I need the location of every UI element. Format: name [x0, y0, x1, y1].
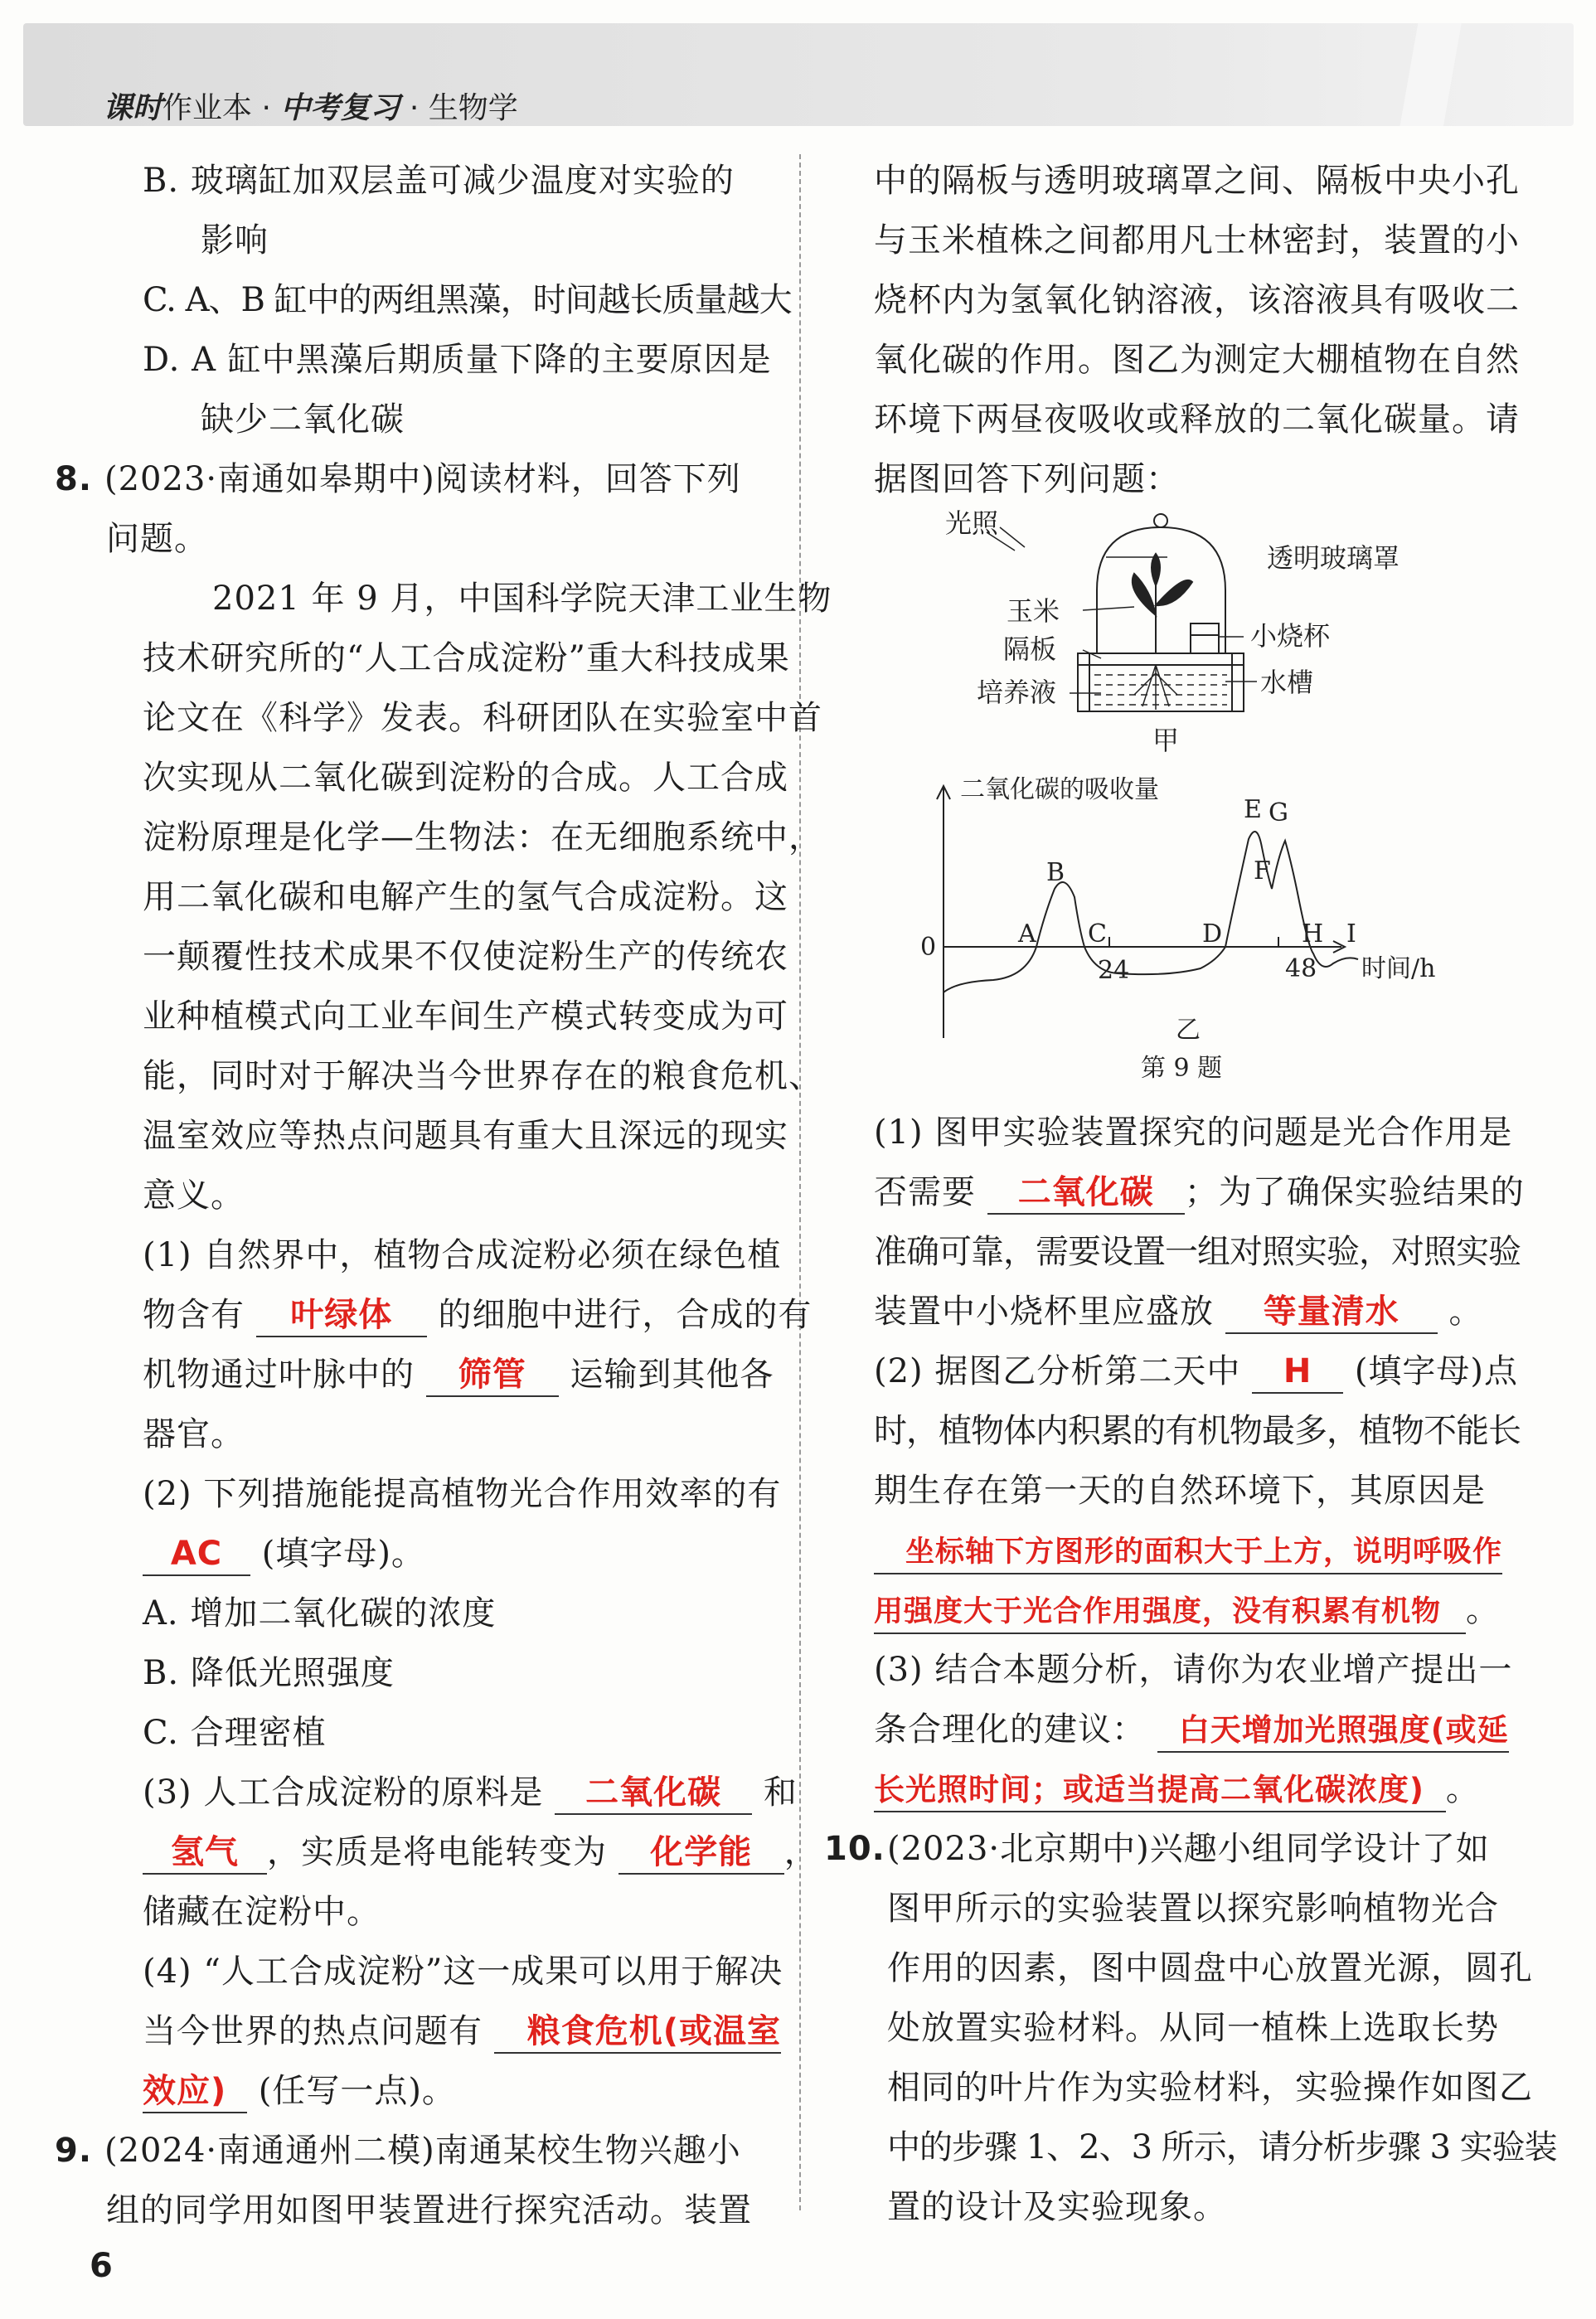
q8-part4: (4) “人工合成淀粉”这一成果可以用于解决 [143, 1953, 783, 1991]
left-column [55, 151, 832, 2240]
q9-part1-line3: 准确可靠，需要设置一组对照实验，对照实验 [874, 1233, 1521, 1271]
q7-option-b-cont: 影响 [201, 221, 269, 260]
material-line: 淀粉原理是化学—生物法：在无细胞系统中， [143, 818, 822, 856]
point-b: B [1046, 858, 1065, 887]
label-beaker: 小烧杯 [1250, 620, 1331, 652]
answer-blank: 用强度大于光合作用强度，没有积累有机物 [874, 1591, 1466, 1634]
label-corn: 玉米 [1007, 595, 1060, 627]
header-title: 课时作业本 · 中考复习 · 生物学 [103, 91, 518, 125]
page-number: 6 [90, 2247, 113, 2285]
answer-blank: 粮食危机(或温室 [494, 2011, 781, 2054]
q10-text: 处放置实验材料。从同一植株上选取长势 [887, 2009, 1499, 2047]
material-line: 技术研究所的“人工合成淀粉”重大科技成果 [143, 639, 790, 677]
tick-label-24: 24 [1098, 956, 1130, 985]
small-beaker [1191, 623, 1219, 653]
label-cover: 透明玻璃罩 [1267, 542, 1400, 574]
answer-blank: 等量清水 [1225, 1291, 1438, 1334]
answer-blank: 筛管 [426, 1354, 559, 1397]
q10-title: 10.(2023·北京期中)兴趣小组同学设计了如 [824, 1819, 1516, 1879]
point-c: C [1088, 919, 1107, 948]
q7-option-d: D. A 缸中黑藻后期质量下降的主要原因是 [143, 341, 772, 379]
material-line: 用二氧化碳和电解产生的氢气合成淀粉。这 [143, 878, 788, 916]
answer-blank: 化学能 [619, 1831, 784, 1875]
q8-part3: (3) 人工合成淀粉的原料是 二氧化碳 和 [91, 1763, 796, 1822]
q8-part1-line4: 器官。 [143, 1415, 245, 1453]
q7-option-b: B. 玻璃缸加双层盖可减少温度对实验的 [143, 162, 735, 200]
y-axis-label: 二氧化碳的吸收量 [960, 775, 1159, 804]
label-solution: 培养液 [977, 677, 1057, 708]
q9-part2: (2) 据图乙分析第二天中 H (填字母)点 [861, 1341, 1516, 1401]
q8-part4-line3: 效应) (任写一点)。 [91, 2061, 796, 2121]
q10-text: 中的步骤 1、2、3 所示，请分析步骤 3 实验装 [887, 2128, 1557, 2166]
point-h: H [1302, 919, 1324, 948]
leaf [1133, 574, 1156, 615]
q9-text: 据图回答下列问题： [874, 460, 1180, 498]
point-i: I [1346, 919, 1356, 948]
x-axis-label: 时间/h [1361, 954, 1436, 983]
material-line: 业种植模式向工业车间生产模式转变成为可 [143, 997, 788, 1036]
right-column-lower [824, 1103, 1557, 2237]
material-line: 能，同时对于解决当今世界存在的粮食危机、 [143, 1057, 822, 1095]
column-divider [799, 154, 801, 2210]
label-jia: 甲 [1152, 725, 1180, 756]
option-b: B. 降低光照强度 [143, 1654, 395, 1692]
leaf [1152, 554, 1160, 585]
leaf [1156, 580, 1192, 605]
answer-blank: 效应) [143, 2070, 247, 2113]
material-line: 论文在《科学》发表。科研团队在实验室中首 [143, 699, 822, 737]
point-a: A [1018, 919, 1036, 948]
label-tank: 水槽 [1260, 667, 1314, 698]
q8-part1: (1) 自然界中，植物合成淀粉必须在绿色植 [143, 1236, 782, 1274]
q9-text: 中的隔板与透明玻璃罩之间、隔板中央小孔 [874, 162, 1520, 200]
q9-part3-line3: 长光照时间；或适当提高二氧化碳浓度) 。 [861, 1759, 1516, 1819]
material-line: 一颠覆性技术成果不仅使淀粉生产的传统农 [143, 938, 788, 976]
label-yi: 乙 [1176, 1016, 1201, 1045]
option-a: A. 增加二氧化碳的浓度 [143, 1594, 497, 1633]
point-g: G [1269, 798, 1288, 827]
q8-part1-line2: 物含有 叶绿体 的细胞中进行，合成的有 [91, 1285, 796, 1345]
knob [1154, 514, 1167, 527]
answer-blank: 坐标轴下方图形的面积大于上方，说明呼吸作 [874, 1531, 1502, 1574]
answer-blank: 氢气 [143, 1831, 267, 1875]
q8-title: 8. (2023·南通如皋期中)阅读材料，回答下列 [55, 449, 796, 509]
q10-text: 置的设计及实验现象。 [887, 2188, 1227, 2226]
option-c: C. 合理密植 [143, 1714, 327, 1752]
answer-blank: 二氧化碳 [987, 1172, 1185, 1215]
q9-part2-answer-cont: 用强度大于光合作用强度，没有积累有机物 。 [861, 1580, 1516, 1640]
tick-label-48: 48 [1285, 954, 1317, 983]
q9-text: 环境下两昼夜吸收或释放的二氧化碳量。请 [874, 400, 1520, 439]
co2-graph [937, 786, 1358, 1038]
q8-part4-line2: 当今世界的热点问题有 粮食危机(或温室 [91, 2001, 796, 2061]
answer-blank: 长光照时间；或适当提高二氧化碳浓度) [874, 1769, 1446, 1812]
q8-part3-line3: 储藏在淀粉中。 [143, 1893, 381, 1931]
q10-text: 作用的因素，图中圆盘中心放置光源，圆孔 [887, 1949, 1533, 1987]
question-number: 9. [55, 2132, 93, 2170]
figure-caption: 第 9 题 [1141, 1054, 1223, 1083]
origin-label: 0 [920, 933, 937, 962]
q8-part1-line3: 机物通过叶脉中的 筛管 运输到其他各 [91, 1345, 796, 1404]
point-d: D [1202, 919, 1223, 948]
answer-blank: 二氧化碳 [555, 1772, 752, 1815]
q8-title-cont: 问题。 [106, 520, 208, 558]
q8-part2-line2: AC (填字母)。 [91, 1524, 796, 1584]
q9-part1-line4: 装置中小烧杯里应盛放 等量清水 。 [861, 1282, 1516, 1341]
question-number: 8. [55, 460, 93, 498]
point-f: F [1254, 856, 1271, 885]
material-paragraph: 2021 年 9 月，中国科学院天津工业生物 [212, 580, 832, 618]
q9-part3: (3) 结合本题分析，请你为农业增产提出一 [874, 1651, 1513, 1689]
answer-blank: AC [143, 1533, 250, 1576]
q9-part2-answer [861, 1521, 1516, 1580]
label-partition: 隔板 [1003, 633, 1057, 665]
material-line: 意义。 [143, 1176, 245, 1215]
q9-title: 9. (2024·南通通州二模)南通某校生物兴趣小 [55, 2121, 796, 2181]
q9-title-cont: 组的同学用如图甲装置进行探究活动。装置 [106, 2191, 752, 2229]
q8-part2: (2) 下列措施能提高植物光合作用效率的有 [143, 1475, 782, 1513]
material-line: 次实现从二氧化碳到淀粉的合成。人工合成 [143, 759, 788, 797]
answer-blank: H [1252, 1351, 1343, 1394]
q9-part1-line2: 否需要 二氧化碳 ；为了确保实验结果的 [861, 1162, 1516, 1222]
right-column [861, 151, 1520, 509]
figure-svg [861, 499, 1516, 1096]
page-header [23, 23, 1574, 126]
q9-part3-line2: 条合理化的建议： 白天增加光照强度(或延 [861, 1700, 1516, 1759]
material-line: 温室效应等热点问题具有重大且深远的现实 [143, 1117, 788, 1155]
label-light: 光照 [945, 507, 999, 539]
q9-part2-line2: 时，植物体内积累的有机物最多，植物不能长 [874, 1412, 1521, 1450]
point-e: E [1244, 795, 1262, 824]
answer-blank: 叶绿体 [256, 1294, 427, 1337]
q9-text: 与玉米植株之间都用凡士林密封，装置的小 [874, 221, 1520, 260]
q7-option-c: C. A、B 缸中的两组黑藻，时间越长质量越大 [143, 281, 792, 319]
q7-option-d-cont: 缺少二氧化碳 [201, 400, 405, 439]
answer-blank: 白天增加光照强度(或延 [1157, 1710, 1509, 1753]
q10-text: 图甲所示的实验装置以探究影响植物光合 [887, 1890, 1499, 1928]
q8-part3-line2: 氢气 ，实质是将电能转变为 化学能 ， [91, 1822, 796, 1882]
q9-text: 氧化碳的作用。图乙为测定大棚植物在自然 [874, 341, 1520, 379]
roots [1134, 665, 1177, 710]
q9-figure [861, 499, 1516, 1096]
question-number: 10. [824, 1830, 885, 1868]
q9-part2-line3: 期生存在第一天的自然环境下，其原因是 [874, 1472, 1486, 1510]
q9-part1: (1) 图甲实验装置探究的问题是光合作用是 [874, 1113, 1513, 1152]
q10-text: 相同的叶片作为实验材料，实验操作如图乙 [887, 2069, 1533, 2107]
q9-text: 烧杯内为氢氧化钠溶液，该溶液具有吸收二 [874, 281, 1520, 319]
